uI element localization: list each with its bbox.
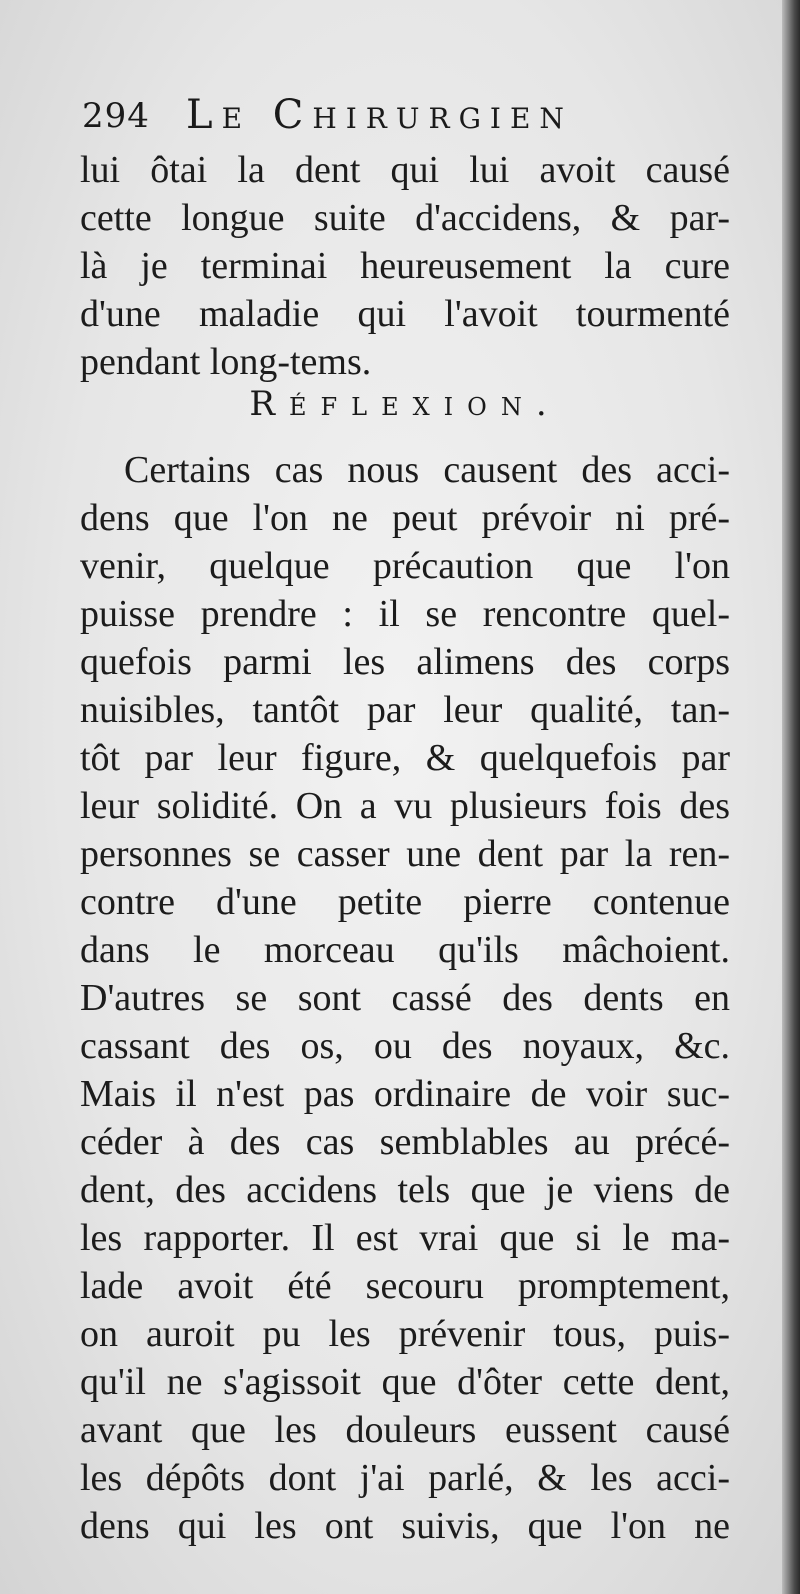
text-line: puisse prendre : il se rencontre quel-	[80, 593, 730, 635]
text-line: avant que les douleurs eussent causé	[80, 1409, 730, 1451]
text-line: lui ôtai la dent qui lui avoit causé	[80, 149, 730, 191]
text-line: tôt par leur figure, & quelquefois par	[80, 737, 730, 779]
text-line: Mais il n'est pas ordinaire de voir suc-	[80, 1073, 730, 1115]
text-line: personnes se casser une dent par la ren-	[80, 833, 730, 875]
page-header	[82, 92, 742, 144]
section-heading: Réflexion.	[249, 384, 561, 424]
paragraph-1	[80, 146, 730, 386]
paragraph-2	[80, 446, 730, 1550]
text-line: là je terminai heureusement la cure	[80, 245, 730, 287]
text-line: nuisibles, tantôt par leur qualité, tan-	[80, 689, 730, 731]
text-line: d'une maladie qui l'avoit tourmenté	[80, 293, 730, 335]
text-line: céder à des cas semblables au précé-	[80, 1121, 730, 1163]
text-line: contre d'une petite pierre contenue	[80, 881, 730, 923]
text-line: cassant des os, ou des noyaux, &c.	[80, 1025, 730, 1067]
text-line: D'autres se sont cassé des dents en	[80, 977, 730, 1019]
page-number: 294	[82, 96, 150, 136]
text-line: dans le morceau qu'ils mâchoient.	[80, 929, 730, 971]
text-line: lade avoit été secouru promptement,	[80, 1265, 730, 1307]
text-line: pendant long-tems.	[80, 341, 372, 383]
text-line: dent, des accidens tels que je viens de	[80, 1169, 730, 1211]
page-edge-shadow	[782, 0, 800, 1594]
text-line: les dépôts dont j'ai parlé, & les acci-	[80, 1457, 730, 1499]
text-line: les rapporter. Il est vrai que si le ma-	[80, 1217, 730, 1259]
text-line: venir, quelque précaution que l'on	[80, 545, 730, 587]
text-line: on auroit pu les prévenir tous, puis-	[80, 1313, 730, 1355]
text-line: dens qui les ont suivis, que l'on ne	[80, 1505, 730, 1547]
text-line: leur solidité. On a vu plusieurs fois des	[80, 785, 730, 827]
text-line: quefois parmi les alimens des corps	[80, 641, 730, 683]
text-line: dens que l'on ne peut prévoir ni pré-	[80, 497, 730, 539]
text-line: cette longue suite d'accidens, & par-	[80, 197, 730, 239]
text-line: Certains cas nous causent des acci-	[124, 449, 730, 491]
running-title: Le Chirurgien	[186, 92, 573, 138]
text-line: qu'il ne s'agissoit que d'ôter cette dent,	[80, 1361, 730, 1403]
